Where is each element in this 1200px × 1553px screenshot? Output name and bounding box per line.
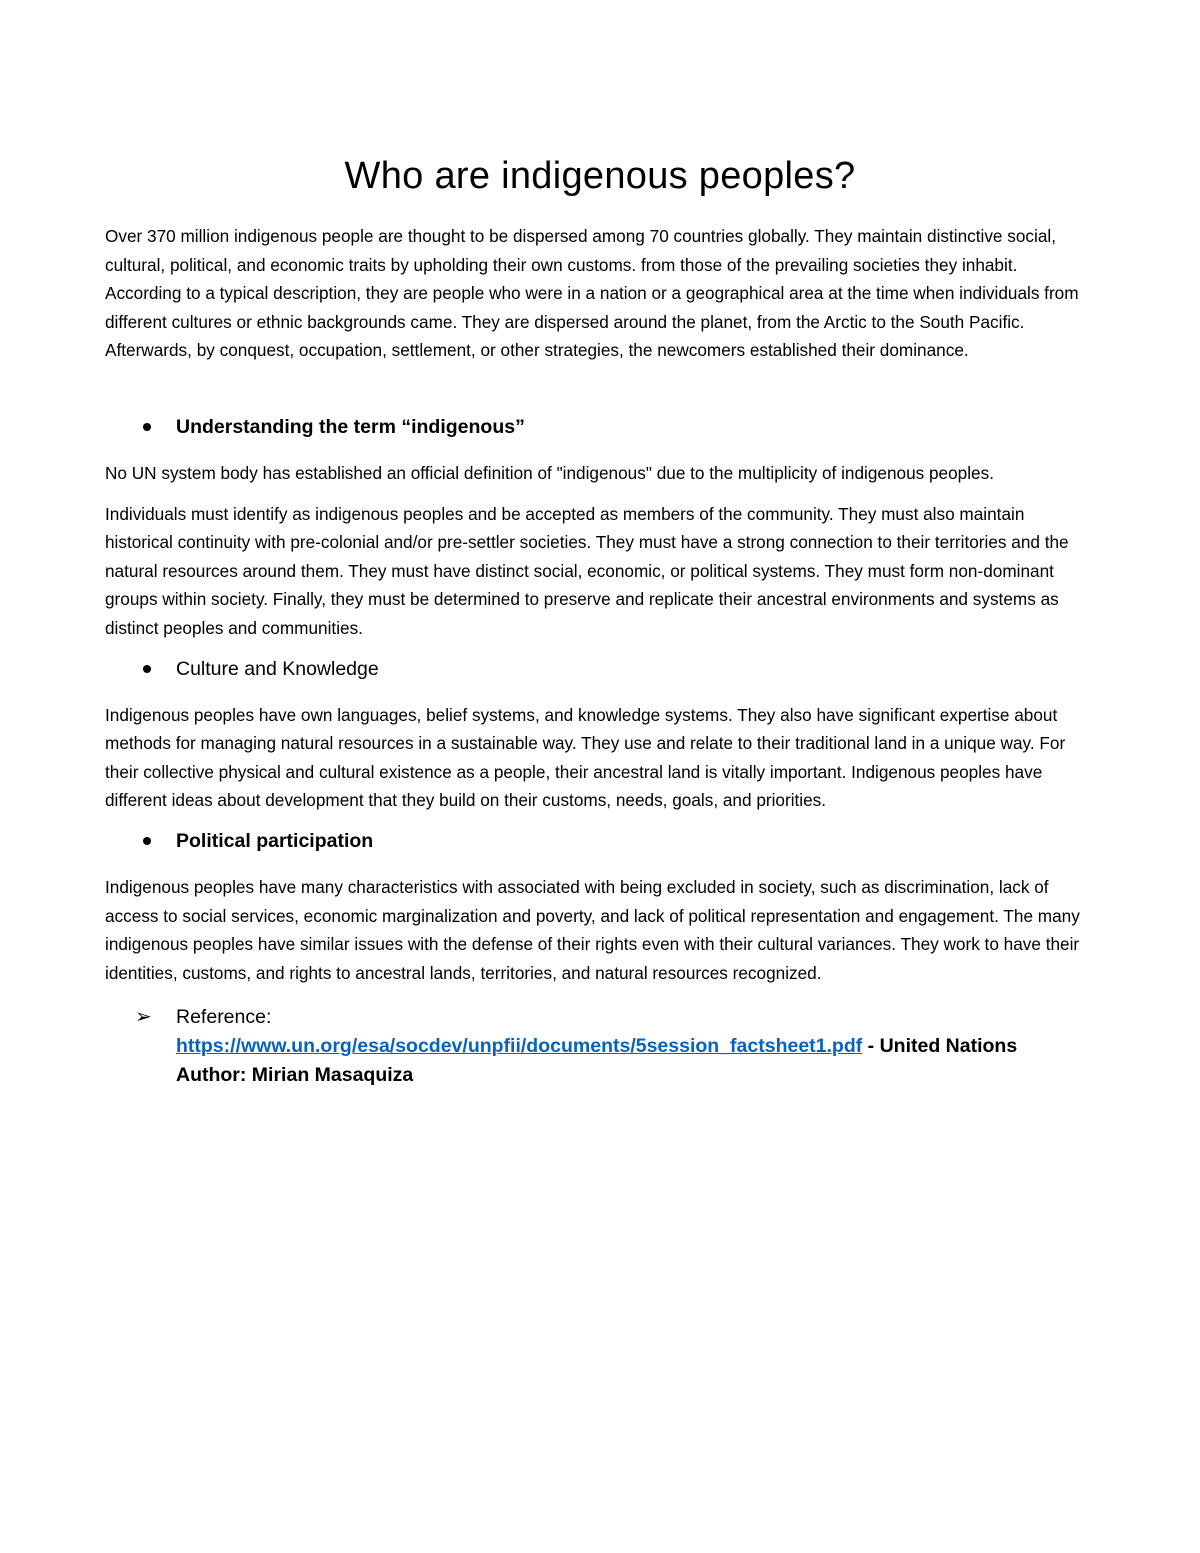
reference-label: Reference: — [176, 1006, 272, 1029]
arrow-bullet-icon: ➢ — [135, 1006, 152, 1029]
section-heading-political — [105, 827, 1095, 855]
intro-paragraph: Over 370 million indigenous people are thought to be dispersed among 70 countries globally. They maintain distinctive social, cultural, political, and economic traits by upholding their own customs. from those of the prevailing societies they inhabit. According to a typical description, they are people who were in a nation or a geographical area at the time when individuals from different cultures or ethnic backgrounds came. They are dispersed around the planet, from the Arctic to the South Pacific. Afterwards, by conquest, occupation, settlement, or other strategies, the newcomers established their dominance. — [105, 226, 1079, 361]
bullet-dot-icon — [143, 837, 151, 845]
section-paragraph: Indigenous peoples have many characteristics with associated with being excluded in society, such as discrimination, lack of access to social services, economic marginalization and poverty, and lack of political representation and engagement. The many indigenous peoples have similar issues with the defense of their rights even with their cultural variances. They work to have their identities, customs, and rights to ancestral lands, territories, and natural resources recognized. — [105, 876, 1080, 983]
section-paragraph: No UN system body has established an official definition of "indigenous" due to the multiplicity of indigenous peoples. — [105, 462, 994, 483]
page-title: Who are indigenous peoples? — [344, 155, 856, 197]
section-paragraph: Individuals must identify as indigenous peoples and be accepted as members of the community. They must also maintain historical continuity with pre-colonial and/or pre-settler societies. They must have a strong connection to their territories and the natural resources around them. They must have distinct social, economic, or political systems. They must form non-dominant groups within society. Finally, they must be determined to preserve and replicate their ancestral environments and systems as distinct peoples and communities. — [105, 503, 1069, 638]
bullet-dot-icon — [143, 665, 151, 673]
reference-author: Author: Mirian Masaquiza — [176, 1064, 414, 1087]
section-heading-label: Political participation — [176, 829, 374, 852]
section-heading-culture — [105, 655, 1095, 683]
document-page — [105, 150, 1095, 1090]
bullet-dot-icon — [143, 423, 151, 431]
reference-block — [105, 1003, 1095, 1090]
section-heading-label: Culture and Knowledge — [176, 657, 379, 680]
section-heading-understanding — [105, 413, 1095, 441]
reference-line — [176, 1032, 1095, 1061]
reference-organization: - United Nations — [862, 1035, 1018, 1058]
section-paragraph: Indigenous peoples have own languages, belief systems, and knowledge systems. They also have significant expertise about methods for managing natural resources in a sustainable way. They use and relate to their traditional land in a unique way. For their collective physical and cultural existence as a people, their ancestral land is vitally important. Indigenous peoples have different ideas about development that they build on their customs, needs, goals, and priorities. — [105, 704, 1066, 811]
reference-link[interactable]: https://www.un.org/esa/socdev/unpfii/documents/5session_factsheet1.pdf — [176, 1035, 863, 1058]
section-heading-label: Understanding the term “indigenous” — [176, 415, 525, 438]
